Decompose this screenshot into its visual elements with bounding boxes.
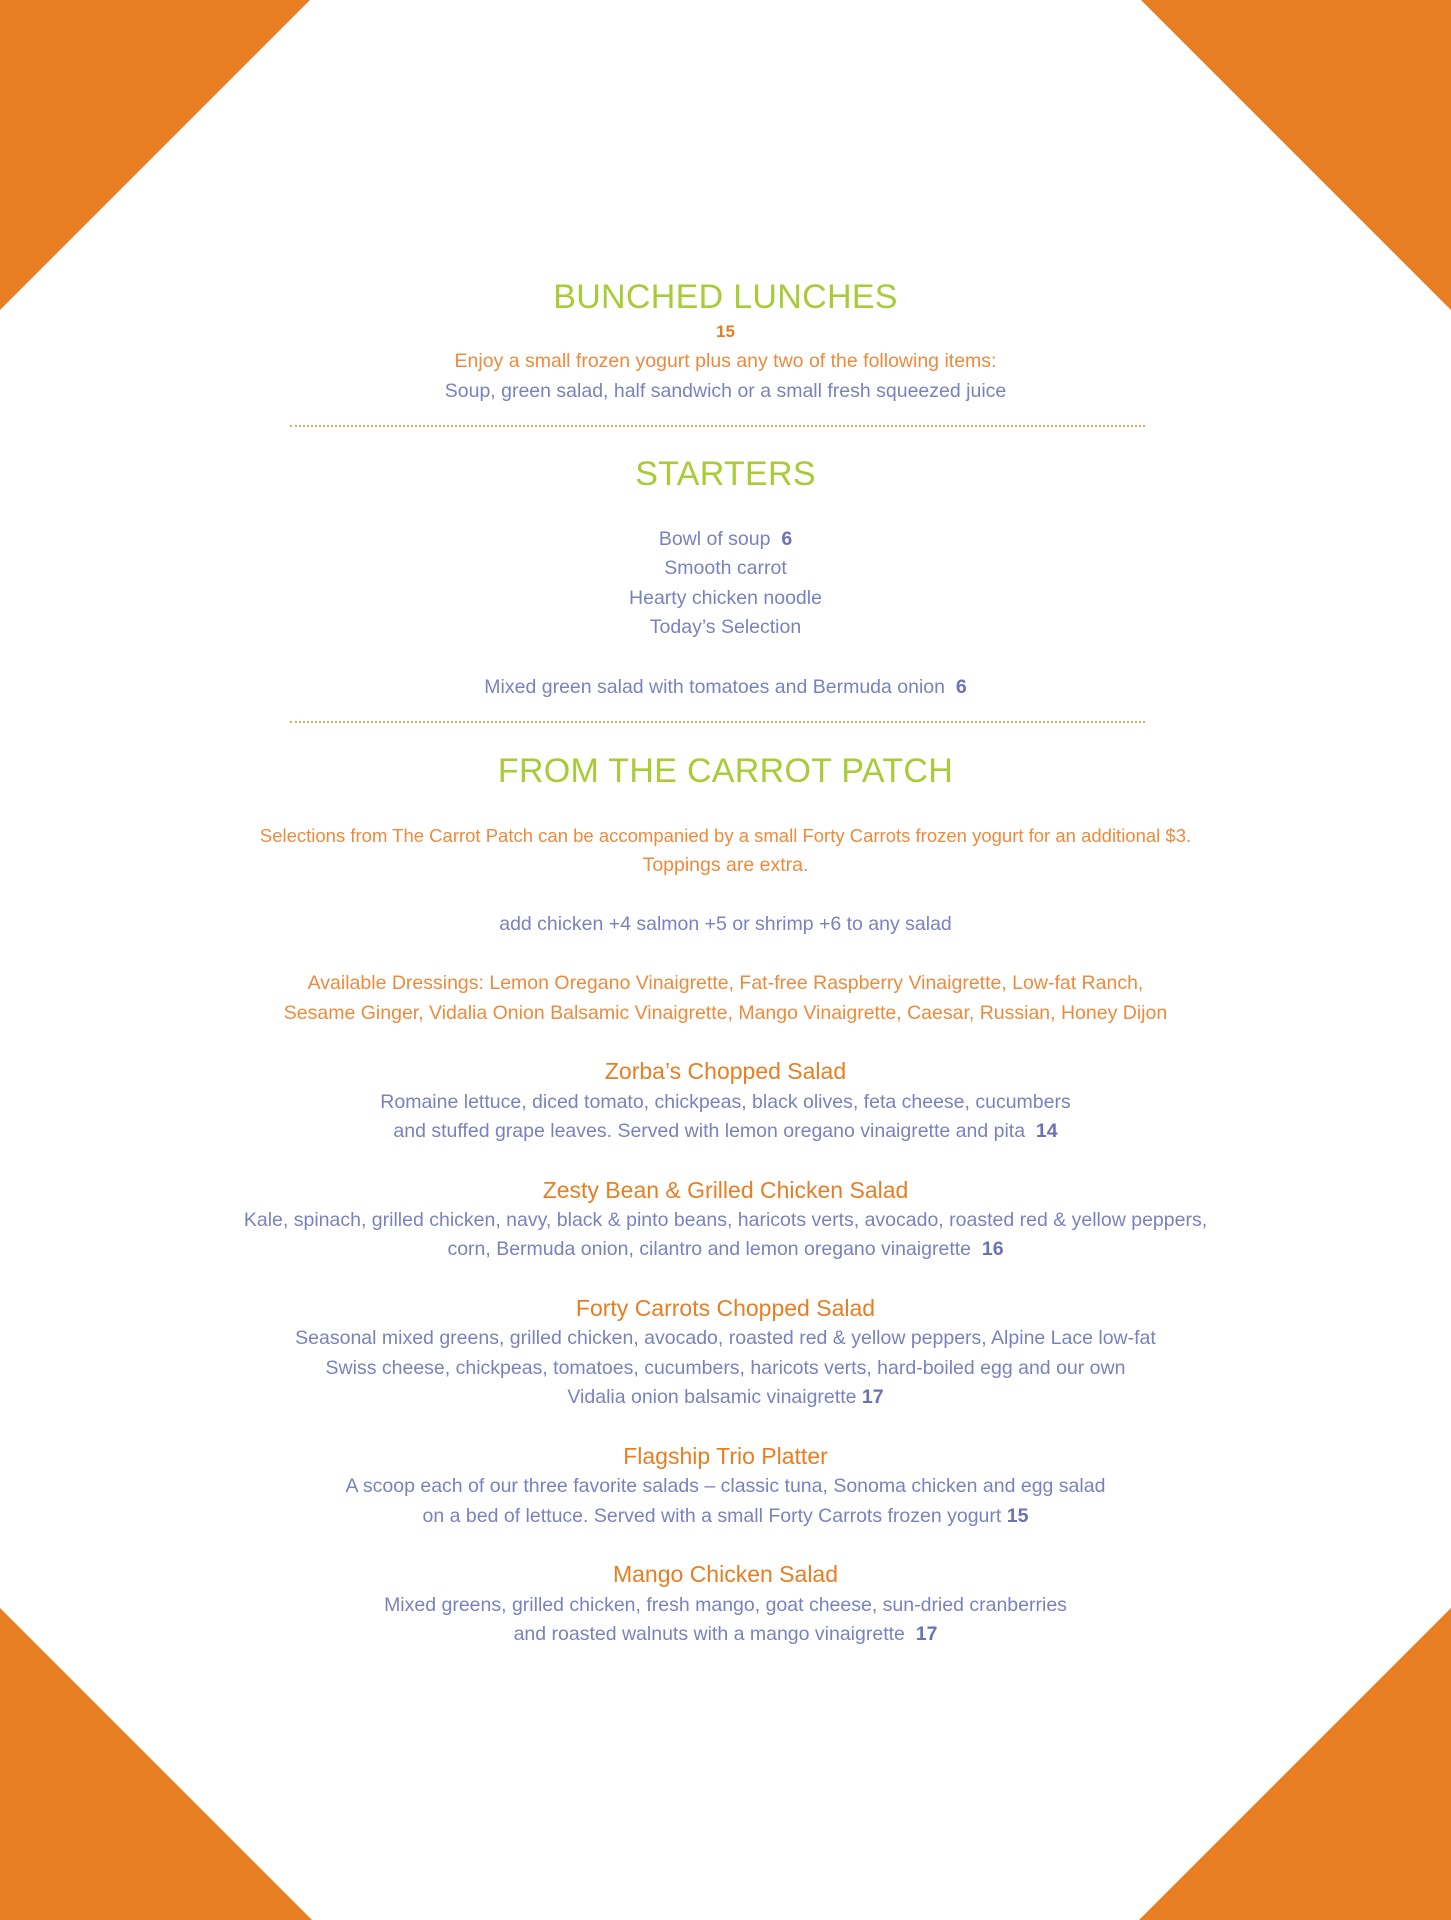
starters-salad-line — [0, 672, 1451, 702]
soup-label: Bowl of soup — [658, 528, 771, 550]
corner-triangle-top-left — [0, 0, 310, 310]
bunched-lunches-intro: Enjoy a small frozen yogurt plus any two of the following items: — [454, 350, 997, 372]
carrot-patch-title: FROM THE CARROT PATCH — [497, 752, 954, 790]
bunched-lunches-title: BUNCHED LUNCHES — [553, 278, 898, 316]
menu-item-description-text: Vidalia onion balsamic vinaigrette — [567, 1386, 857, 1408]
menu-item-name: Zorba’s Chopped Salad — [604, 1058, 847, 1084]
menu-item-description: Kale, spinach, grilled chicken, navy, black & pinto beans, haricots verts, avocado, roasted red & yellow peppers, — [243, 1209, 1208, 1231]
menu-item-price: 16 — [981, 1238, 1004, 1260]
menu-item-description: A scoop each of our three favorite salads – classic tuna, Sonoma chicken and egg salad — [345, 1475, 1106, 1497]
menu-item-name: Flagship Trio Platter — [623, 1443, 828, 1469]
starters-soup-line — [0, 524, 1451, 554]
available-dressings: Sesame Ginger, Vidalia Onion Balsamic Vinaigrette, Mango Vinaigrette, Caesar, Russian, Honey Dijon — [283, 1002, 1168, 1024]
corner-triangle-top-right — [1141, 0, 1451, 310]
soup-option: Hearty chicken noodle — [629, 587, 822, 609]
menu-item-name: Forty Carrots Chopped Salad — [575, 1295, 876, 1321]
corner-triangle-bottom-right — [1139, 1608, 1451, 1920]
menu-item-description — [0, 1234, 1451, 1264]
menu-item-price: 15 — [1006, 1505, 1029, 1527]
menu-item-description-text: corn, Bermuda onion, cilantro and lemon oregano vinaigrette — [447, 1238, 972, 1260]
dotted-divider — [290, 721, 1145, 723]
menu-item-description-text: on a bed of lettuce. Served with a small Forty Carrots frozen yogurt — [422, 1505, 1002, 1527]
carrot-patch-note: Toppings are extra. — [642, 854, 809, 876]
bunched-lunches-options: Soup, green salad, half sandwich or a small fresh squeezed juice — [444, 380, 1007, 402]
salad-label: Mixed green salad with tomatoes and Bermuda onion — [484, 676, 945, 698]
menu-item-description-text: and stuffed grape leaves. Served with lemon oregano vinaigrette and pita — [393, 1120, 1026, 1142]
available-dressings: Available Dressings: Lemon Oregano Vinaigrette, Fat-free Raspberry Vinaigrette, Low-fat Ranch, — [307, 972, 1144, 994]
menu-item-price: 17 — [861, 1386, 884, 1408]
soup-option: Smooth carrot — [664, 557, 787, 579]
soup-option: Today’s Selection — [649, 616, 802, 638]
corner-triangle-bottom-left — [0, 1608, 312, 1920]
menu-item-name: Zesty Bean & Grilled Chicken Salad — [542, 1177, 909, 1203]
menu-item-description: Swiss cheese, chickpeas, tomatoes, cucumbers, haricots verts, hard-boiled egg and our own — [325, 1357, 1126, 1379]
menu-item-description: Seasonal mixed greens, grilled chicken, avocado, roasted red & yellow peppers, Alpine Lace low-fat — [295, 1327, 1156, 1349]
menu-item-price: 17 — [915, 1623, 938, 1645]
menu-item-price: 14 — [1035, 1120, 1058, 1142]
bunched-lunches-price: 15 — [716, 322, 735, 341]
menu-item-name: Mango Chicken Salad — [612, 1561, 839, 1587]
salad-addons: add chicken +4 salmon +5 or shrimp +6 to any salad — [499, 913, 952, 935]
soup-price: 6 — [781, 528, 793, 550]
menu-item-description: Mixed greens, grilled chicken, fresh mango, goat cheese, sun-dried cranberries — [384, 1594, 1067, 1616]
carrot-patch-note: Selections from The Carrot Patch can be accompanied by a small Forty Carrots frozen yogurt for an additional $3. — [259, 825, 1192, 846]
menu-item-description — [0, 1619, 1451, 1649]
starters-title: STARTERS — [635, 455, 816, 493]
menu-item-description — [0, 1382, 1451, 1412]
dotted-divider — [290, 425, 1145, 427]
menu-item-description: Romaine lettuce, diced tomato, chickpeas, black olives, feta cheese, cucumbers — [380, 1091, 1071, 1113]
menu-item-description — [0, 1501, 1451, 1531]
salad-price: 6 — [955, 676, 967, 698]
menu-item-description-text: and roasted walnuts with a mango vinaigrette — [513, 1623, 905, 1645]
menu-item-description — [0, 1116, 1451, 1146]
